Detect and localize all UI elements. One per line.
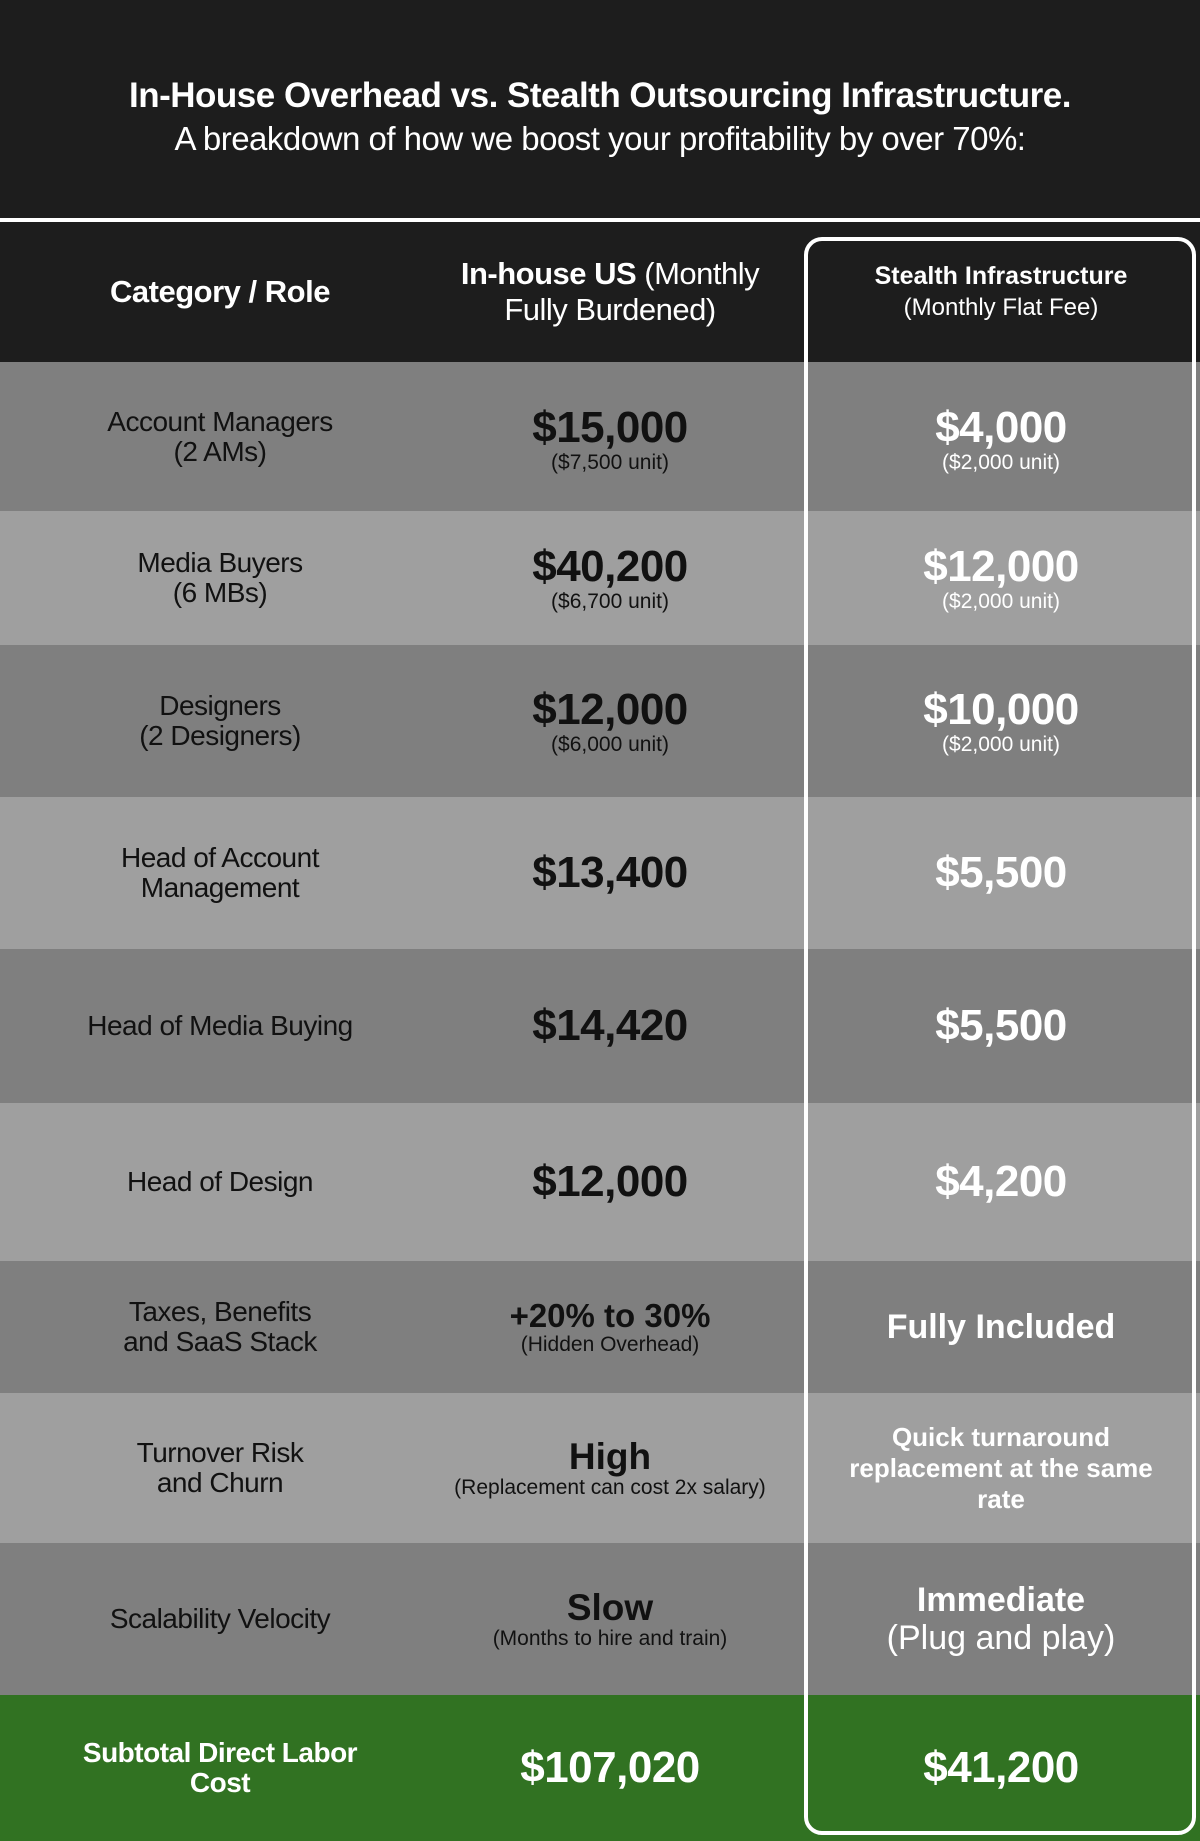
inhouse-cell xyxy=(440,1261,780,1393)
inhouse-cost: $12,000 xyxy=(532,1157,688,1206)
table-row xyxy=(0,1261,1200,1393)
role-label: Media Buyers (6 MBs) xyxy=(137,547,303,608)
inhouse-cell xyxy=(440,645,780,797)
inhouse-cell xyxy=(440,1393,780,1543)
stealth-cost: $12,000 xyxy=(923,542,1079,591)
stealth-cell xyxy=(806,1543,1196,1695)
role-cell xyxy=(0,645,440,797)
column-header-inhouse-bold: In-house US xyxy=(460,256,637,291)
stealth-cell xyxy=(806,1695,1196,1841)
stealth-cell xyxy=(806,949,1196,1103)
role-cell xyxy=(0,1261,440,1393)
stealth-cost: Quick turnaround replacement at the same rate xyxy=(849,1421,1153,1514)
inhouse-cost: $13,400 xyxy=(532,848,688,897)
column-header-inhouse-rest: (Monthly Fully Burdened) xyxy=(504,256,760,327)
stealth-cell xyxy=(806,1103,1196,1261)
role-label: Head of Account Management xyxy=(121,842,319,903)
inhouse-unit: ($7,500 unit) xyxy=(551,450,669,474)
stealth-cell xyxy=(806,511,1196,645)
inhouse-unit: (Replacement can cost 2x salary) xyxy=(454,1476,766,1499)
inhouse-cell xyxy=(440,797,780,949)
role-label: Scalability Velocity xyxy=(109,1603,331,1634)
inhouse-cell xyxy=(440,1543,780,1695)
stealth-cell xyxy=(806,797,1196,949)
role-label: Designers (2 Designers) xyxy=(139,690,301,751)
inhouse-cell xyxy=(440,511,780,645)
column-header-stealth-title: Stealth Infrastructure xyxy=(874,262,1128,290)
inhouse-unit: ($6,700 unit) xyxy=(551,590,669,613)
page-title: In-House Overhead vs. Stealth Outsourcing Infrastructure. xyxy=(129,76,1071,115)
role-cell xyxy=(0,362,440,511)
role-label: Head of Design xyxy=(126,1166,313,1197)
subtotal-label: Subtotal Direct Labor Cost xyxy=(82,1737,358,1798)
inhouse-cost: $15,000 xyxy=(532,402,688,452)
role-cell xyxy=(0,797,440,949)
stealth-unit: ($2,000 unit) xyxy=(942,590,1060,613)
inhouse-cost: High xyxy=(568,1436,652,1477)
page-subtitle: A breakdown of how we boost your profitability by over 70%: xyxy=(174,120,1026,157)
page-header xyxy=(0,0,1200,218)
role-cell xyxy=(0,949,440,1103)
stealth-cost: Immediate xyxy=(916,1581,1086,1619)
column-header-inhouse xyxy=(440,222,780,362)
inhouse-unit: ($6,000 unit) xyxy=(551,733,669,756)
role-label: Account Managers (2 AMs) xyxy=(107,405,333,467)
stealth-unit: ($2,000 unit) xyxy=(942,733,1060,756)
role-cell xyxy=(0,511,440,645)
stealth-cell xyxy=(806,1261,1196,1393)
stealth-cell xyxy=(806,1393,1196,1543)
role-label: Taxes, Benefits and SaaS Stack xyxy=(123,1296,317,1357)
stealth-cost: $4,200 xyxy=(935,1157,1067,1206)
role-cell xyxy=(0,1103,440,1261)
role-cell xyxy=(0,1393,440,1543)
stealth-cost: $4,000 xyxy=(935,402,1067,452)
inhouse-cell xyxy=(440,949,780,1103)
stealth-cost: Fully Included xyxy=(886,1308,1116,1346)
column-header-stealth xyxy=(806,222,1196,362)
table-header-row xyxy=(0,222,1200,362)
table-row xyxy=(0,949,1200,1103)
inhouse-cell xyxy=(440,1695,780,1841)
stealth-unit: ($2,000 unit) xyxy=(942,450,1060,474)
table-row xyxy=(0,362,1200,511)
role-label: Head of Media Buying xyxy=(87,1010,353,1041)
role-cell xyxy=(0,1695,440,1841)
stealth-cost: $5,500 xyxy=(935,1001,1067,1050)
column-header-stealth-subtitle: (Monthly Flat Fee) xyxy=(903,294,1099,321)
inhouse-unit: (Months to hire and train) xyxy=(492,1627,728,1650)
inhouse-unit: (Hidden Overhead) xyxy=(520,1333,700,1356)
stealth-unit: (Plug and play) xyxy=(886,1619,1116,1657)
table-row xyxy=(0,1103,1200,1261)
inhouse-subtotal: $107,020 xyxy=(520,1743,700,1792)
stealth-cell xyxy=(806,362,1196,511)
stealth-cell xyxy=(806,645,1196,797)
role-cell xyxy=(0,1543,440,1695)
inhouse-cell xyxy=(440,362,780,511)
column-header-category: Category / Role xyxy=(110,274,330,309)
role-label: Turnover Risk and Churn xyxy=(136,1437,304,1498)
comparison-table xyxy=(0,362,1200,1841)
inhouse-cost: $14,420 xyxy=(532,1001,688,1050)
stealth-cost: $10,000 xyxy=(923,685,1079,734)
table-row xyxy=(0,797,1200,949)
stealth-cost: $5,500 xyxy=(935,848,1067,897)
table-row xyxy=(0,1393,1200,1543)
table-row xyxy=(0,645,1200,797)
inhouse-cost: $40,200 xyxy=(532,542,688,591)
subtotal-row xyxy=(0,1695,1200,1841)
table-row xyxy=(0,1543,1200,1695)
table-row xyxy=(0,511,1200,645)
stealth-subtotal: $41,200 xyxy=(923,1743,1079,1792)
inhouse-cost: +20% to 30% xyxy=(509,1297,711,1334)
inhouse-cost: Slow xyxy=(566,1587,654,1628)
inhouse-cost: $12,000 xyxy=(532,685,688,734)
inhouse-cell xyxy=(440,1103,780,1261)
